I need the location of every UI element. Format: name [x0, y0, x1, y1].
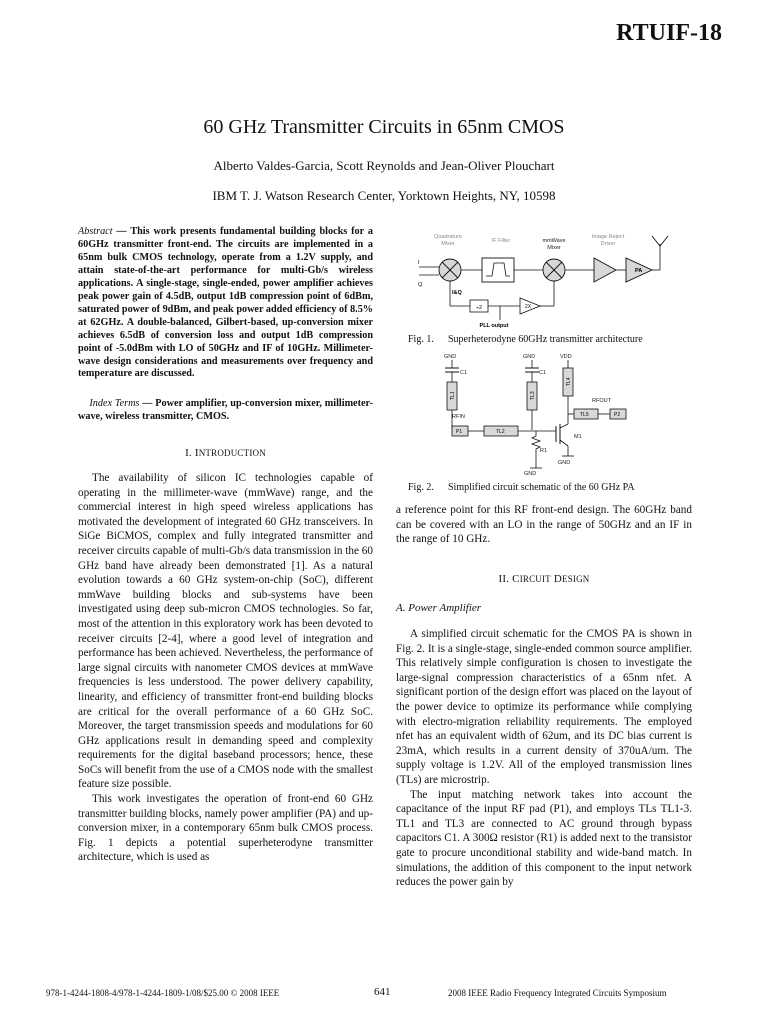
affiliation: IBM T. J. Watson Research Center, Yorktown Heights, NY, 10598 — [212, 188, 556, 203]
introduction-body — [78, 471, 373, 865]
index-terms-label: Index Terms — [89, 398, 140, 409]
fig1-label-x2: 2X — [525, 304, 532, 310]
fig2-gnd-3: GND — [558, 460, 571, 466]
fig1-label-pa: PA — [635, 268, 643, 274]
paper-code: RTUIF-18 — [616, 20, 722, 46]
fig1-label-q: Q — [418, 282, 423, 288]
abstract-label: Abstract — [78, 226, 113, 237]
figure-2-schematic — [440, 350, 640, 478]
section-heading-circuit-design: II. CIRCUIT DESIGN — [498, 573, 590, 585]
fig1-label-mixer: Mixer — [441, 241, 455, 247]
fig1-label-div2: ÷2 — [475, 305, 483, 311]
svg-text:TL3: TL3 — [530, 391, 536, 400]
fig2-gnd-1: GND — [444, 354, 457, 360]
fig1-label-pll: PLL output — [479, 323, 509, 329]
fig1-label-ir-2: Driver — [600, 241, 616, 247]
pa-paragraph-2: The input matching network takes into account the capacitance of the input RF pad (P1), and employs TLs TL1-3. TL1 and TL3 are connected to AC ground through bypass capacitors C1. A 300Ω resistor (R1) is added next to the transistor gate to procure unconditional stability and wide-band match. In simulations, the addition of this component to the input network reduces the power gain by — [396, 788, 692, 889]
svg-text:TL1: TL1 — [450, 391, 456, 400]
power-amplifier-body — [396, 627, 692, 890]
svg-text:P1: P1 — [456, 429, 463, 435]
intro-paragraph-1: The availability of silicon IC technologies capable of operating in the millimeter-wave (mmWave) range, and the commercial interest in high speed wireless applications has motivated the development of integrated 60 GHz transceivers. In SiGe BiCMOS, complex and fully integrated transmitter and receiver circuits capable of multi-Gb/s data transmission in the 60 GHz band have already been demonstrated [1]. As a natural evolution towards a 60 GHz system-on-chip (SoC), different mmWave building blocks and sub-systems have been investigated using deep sub-micron CMOS technologies. So far, most of the attention in this exploratory work has been devoted to receiver circuits [2-4], where a good level of integration and performance has been achieved. Nevertheless, the performance of large signal circuits with nanometer CMOS devices at mmWave frequencies is less understood. The power delivery capability, linearity, and efficiency of transmitter front-end building blocks are critical for the overall performance of a 60 GHz SoC. Moreover, the target transmission speeds and modulations for 60 GHz applications result in demanding speed and complexity requirements for the digital baseband processors; hence, these SoCs will benefit from the use of a CMOS node with the smallest feature size possible. — [78, 472, 373, 791]
figure-1-caption: Fig. 1. Superheterodyne 60GHz transmitter architecture — [408, 334, 643, 345]
intro-paragraph-2: This work investigates the operation of front-end 60 GHz transmitter building blocks, namely power amplifier (PA) and up-conversion mixer, in a contemporary 65nm bulk CMOS process. Fig. 1 depicts a potential superheterodyne transmitter architecture, which is used as — [78, 793, 373, 864]
abstract: Abstract — This work presents fundamental building blocks for a 60GHz transmitter front-end. The circuits are implemented in a 65nm bulk CMOS technology, operate from a 1.2V supply, and attain state-of-the-art performance for multi-Gb/s wireless applications. A single-stage, single-ended, power amplifier achieves peak power gain of 4.5dB, output 1dB compression point of 6dBm, saturated power of 9dBm, and peak power added efficiency of 8.5% at 62GHz. A double-balanced, Gilbert-based, up-conversion mixer achieves 6.5dB of conversion loss and output 1dB compression point of -5.0dBm with LO of 50GHz and IF of 10GHz. Millimeter-wave design considerations and measurements over frequency and temperature are discussed. — [78, 226, 373, 380]
fig1-label-ir-1: Image Reject — [591, 234, 625, 240]
section-heading-introduction: I. INTRODUCTION — [185, 447, 266, 459]
footer-page-number: 641 — [374, 986, 391, 998]
index-terms-text: Power amplifier, up-conversion mixer, millimeter-wave, wireless transmitter, CMOS. — [78, 398, 374, 422]
index-terms: Index Terms — Power amplifier, up-conversion mixer, millimeter-wave, wireless transmitter, CMOS. — [78, 398, 374, 422]
figure-1-diagram — [404, 230, 694, 334]
fig1-label-mmwave-mixer: Mixer — [547, 245, 561, 251]
fig1-label-quadrature: Quadrature — [434, 234, 462, 240]
svg-text:TL4: TL4 — [566, 377, 572, 386]
footer-isbn: 978-1-4244-1808-4/978-1-4244-1809-1/08/$25.00 © 2008 IEEE — [46, 988, 280, 998]
figure-2-caption: Fig. 2. Simplified circuit schematic of the 60 GHz PA — [408, 482, 635, 493]
fig1-label-i: I — [418, 260, 420, 266]
authors: Alberto Valdes-Garcia, Scott Reynolds and Jean-Oliver Plouchart — [213, 158, 555, 173]
fig1-label-if-filter: IF Filter — [491, 238, 511, 244]
fig2-gnd-2: GND — [523, 354, 536, 360]
svg-text:P2: P2 — [614, 412, 621, 418]
fig2-rfout: RFOUT — [592, 398, 611, 404]
image-reject-driver-symbol — [594, 258, 616, 282]
fig2-c1-a: C1 — [460, 370, 468, 376]
fig1-label-mmwave: mmWave — [542, 238, 566, 244]
svg-text:TL2: TL2 — [496, 429, 505, 435]
fig2-m1: M1 — [574, 434, 582, 440]
fig2-gnd-4: GND — [524, 471, 537, 477]
subsection-power-amplifier: A. Power Amplifier — [396, 602, 482, 614]
fig2-rfin: RFIN — [452, 414, 465, 420]
fig1-label-iq: I&Q — [452, 290, 462, 296]
pa-paragraph-1: A simplified circuit schematic for the CMOS PA is shown in Fig. 2. It is a single-stage, single-ended common source amplifier. This relatively simple configuration is chosen to investigate the large-signal compression characteristics of a 65nm nfet. A significant portion of the design effort was placed on the layout of the power device to optimize its performance while complying with electro-migration reliability requirements. The employed nfet has an equivalent width of 62um, and its DC bias current is 23mA, which results in a current density of 370uA/um. The supply voltage is 1.2V. All of the employed transmission lines (TLs) are microstrip. — [396, 628, 692, 786]
if-filter-block — [482, 258, 514, 282]
right-paragraph-1: a reference point for this RF front-end design. The 60GHz band can be covered with an LO in the range of 50GHz and an IF in the range of 10 GHz. — [396, 504, 692, 546]
r1-resistor — [532, 431, 540, 468]
right-column-continuation — [396, 503, 692, 547]
footer-conference: 2008 IEEE Radio Frequency Integrated Circuits Symposium — [448, 988, 667, 998]
fig2-vdd: VDD — [560, 354, 572, 360]
fig2-r1: R1 — [540, 448, 548, 454]
paper-title: 60 GHz Transmitter Circuits in 65nm CMOS — [203, 116, 565, 138]
abstract-text: This work presents fundamental building blocks for a 60GHz transmitter front-end. The circuits are implemented in a 65nm bulk CMOS technology, operate from a 1.2V supply, and attain state-of-the-art performance for multi-Gb/s wireless applications. A single-stage, single-ended, power amplifier achieves peak power gain of 4.5dB, output 1dB compression point of 6dBm, saturated power of 9dBm, and peak power added efficiency of 8.5% at 62GHz. A double-balanced, Gilbert-based, up-conversion mixer achieves 6.5dB of conversion loss and output 1dB compression point of -5.0dBm with LO of 50GHz and IF of 10GHz. Millimeter-wave design considerations and measurements over frequency and temperature are discussed. — [78, 226, 373, 380]
fig2-c1-b: C1 — [539, 370, 547, 376]
svg-text:TL5: TL5 — [580, 412, 589, 418]
